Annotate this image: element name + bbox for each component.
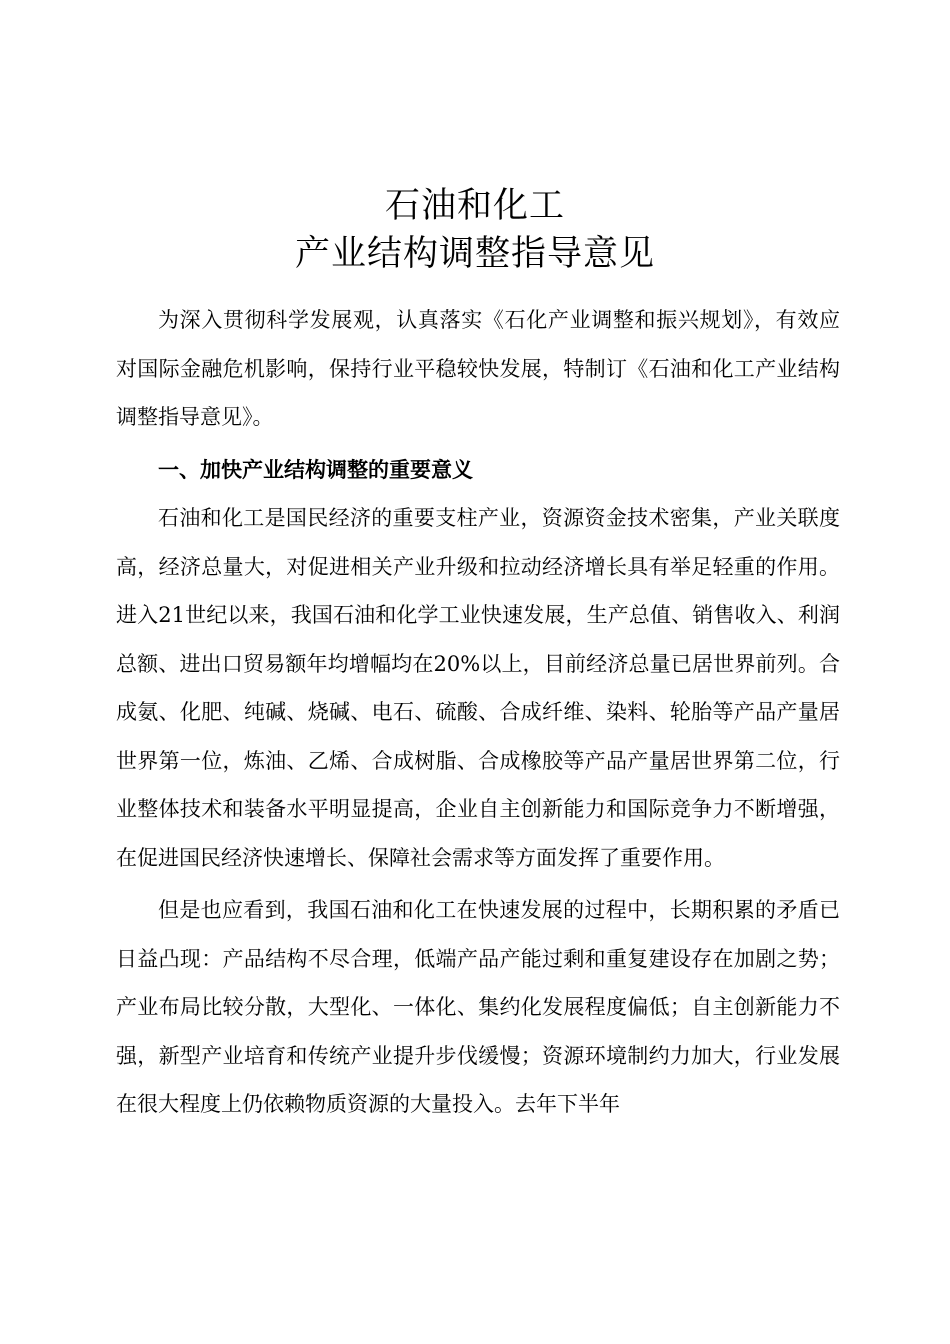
intro-paragraph: 为深入贯彻科学发展观，认真落实《石化产业调整和振兴规划》，有效应对国际金融危机影响，保持行业平稳较快发展，特制订《石油和化工产业结构调整指导意见》。: [116, 308, 840, 429]
document-title: [0, 182, 950, 278]
title-line-1: 石油和化工: [384, 186, 565, 226]
section-1-paragraph-2: 但是也应看到，我国石油和化工在快速发展的过程中，长期积累的矛盾已日益凸现：产品结构不尽合理，低端产品产能过剩和重复建设存在加剧之势；产业布局比较分散，大型化、一体化、集约化发展程度偏低；自主创新能力不强，新型产业培育和传统产业提升步伐缓慢；资源环境制约力加大，行业发展在很大程度上仍依赖物质资源的大量投入。去年下半年: [116, 898, 840, 1116]
section-heading-1: 一、加快产业结构调整的重要意义: [158, 456, 473, 482]
document-body: [116, 296, 840, 1129]
section-1-paragraph-1: 石油和化工是国民经济的重要支柱产业，资源资金技术密集，产业关联度高，经济总量大，对促进相关产业升级和拉动经济增长具有举足轻重的作用。进入21世纪以来，我国石油和化学工业快速发展，生产总值、销售收入、利润总额、进出口贸易额年均增幅均在20%以上，目前经济总量已居世界前列。合成氨、化肥、纯碱、烧碱、电石、硫酸、合成纤维、染料、轮胎等产品产量居世界第一位，炼油、乙烯、合成树脂、合成橡胶等产品产量居世界第二位，行业整体技术和装备水平明显提高，企业自主创新能力和国际竞争力不断增强，在促进国民经济快速增长、保障社会需求等方面发挥了重要作用。: [116, 506, 840, 870]
title-line-2: 产业结构调整指导意见: [294, 234, 655, 274]
